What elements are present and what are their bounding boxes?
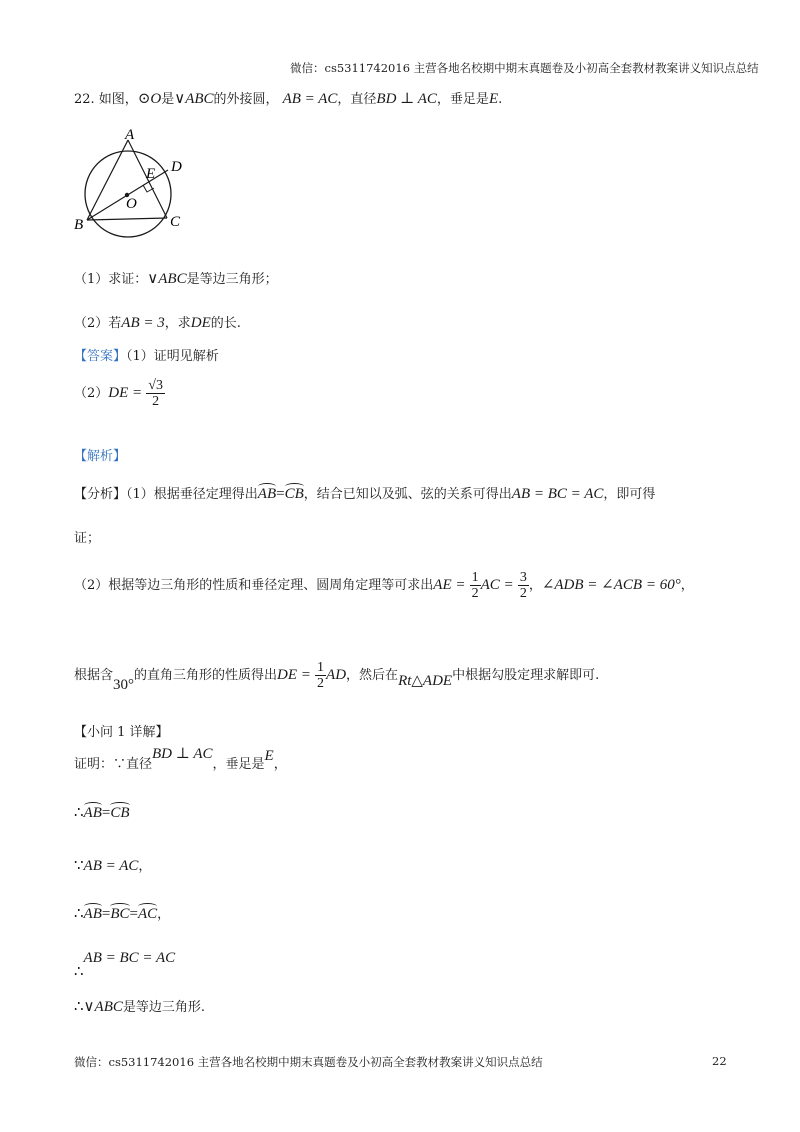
answer-1: （1）证明见解析 bbox=[126, 349, 219, 364]
answer-line-1 bbox=[74, 345, 219, 364]
answer-line-2 bbox=[74, 378, 165, 409]
arc-ab: AB bbox=[257, 486, 277, 502]
detail-line-4 bbox=[74, 903, 170, 923]
arc-cb: CB bbox=[110, 805, 130, 821]
answer-tag: 【答案】 bbox=[74, 349, 127, 364]
label-o: O bbox=[126, 196, 137, 212]
label-e: E bbox=[146, 166, 156, 182]
analysis-text: ，然后在 bbox=[346, 668, 399, 683]
label-b: B bbox=[74, 217, 84, 233]
point-e: E bbox=[488, 91, 499, 107]
fraction-denominator: 2 bbox=[519, 586, 527, 601]
label-c: C bbox=[170, 214, 181, 230]
math-30-degrees: 30° bbox=[113, 677, 135, 693]
detail-text: 是等边三角形. bbox=[122, 1000, 205, 1015]
fraction-denominator: 2 bbox=[471, 586, 479, 601]
detail-tag: 【小问 1 详解】 bbox=[74, 725, 169, 740]
arc-cb: CB bbox=[284, 486, 304, 502]
therefore-symbol: ∴ bbox=[74, 805, 84, 821]
arc-ab: AB bbox=[83, 805, 102, 821]
question-number: 22. 如图， bbox=[74, 92, 138, 107]
part-1-prefix: （1）求证： bbox=[74, 272, 148, 287]
label-a: A bbox=[125, 128, 135, 143]
arc-ac: AC bbox=[137, 906, 158, 922]
question-text: ，直径 bbox=[337, 92, 377, 107]
math-ab-bc-ac: AB = BC = AC bbox=[511, 486, 604, 502]
math-bd-perp-ac: BD ⊥ AC bbox=[152, 746, 213, 762]
fraction-half bbox=[315, 660, 326, 691]
math-de-eq: DE = bbox=[277, 667, 311, 683]
arc-ab: AB bbox=[83, 906, 102, 922]
math-ab-eq-ac: AB = AC bbox=[282, 91, 338, 107]
question-text: 是 bbox=[161, 92, 175, 107]
page-number: 22 bbox=[712, 1054, 727, 1068]
triangle-abc: ∨ABC bbox=[147, 271, 187, 287]
side-bc bbox=[87, 218, 167, 220]
analysis-text: 的直角三角形的性质得出 bbox=[134, 668, 278, 683]
math-ab-bc-ac: AB = BC = AC bbox=[83, 950, 176, 966]
fraction-half bbox=[470, 570, 481, 601]
math-angles: ∠ADB = ∠ACB = 60° bbox=[541, 577, 681, 593]
math-ae-eq: AE = bbox=[433, 577, 466, 593]
analysis-text: （1）根据垂径定理得出 bbox=[126, 487, 258, 502]
analysis-text: 中根据勾股定理求解即可. bbox=[452, 668, 600, 683]
analysis-text: 根据含 bbox=[74, 668, 114, 683]
part-2-suffix: 的长. bbox=[210, 316, 241, 331]
detail-line-2 bbox=[74, 803, 130, 822]
point-e: E bbox=[264, 748, 274, 764]
math-ac-eq: AC = bbox=[480, 577, 514, 593]
math-de: DE bbox=[190, 315, 211, 331]
question-text: ，垂足是 bbox=[436, 92, 489, 107]
detail-text: ， bbox=[157, 907, 171, 922]
triangle-abc: ∨ABC bbox=[83, 999, 123, 1015]
right-angle-mark bbox=[143, 185, 154, 192]
answer-2-prefix: （2） bbox=[74, 386, 109, 401]
page-footer: 微信：cs5311742016 主营各地名校期中期末真题卷及小初高全套教材教案讲义知识点总结 bbox=[74, 1055, 543, 1069]
question-text: . bbox=[498, 92, 503, 107]
math-bd-perp-ac: BD ⊥ AC bbox=[376, 91, 437, 107]
analysis-text: ， bbox=[528, 578, 542, 593]
detail-text: ，垂足是 bbox=[212, 757, 265, 772]
question-text: 的外接圆， bbox=[213, 92, 279, 107]
analysis-text: （2）根据等边三角形的性质和垂径定理、圆周角定理等可求出 bbox=[74, 578, 434, 593]
therefore-symbol: ∴ bbox=[74, 906, 84, 922]
fraction-three-halves bbox=[518, 570, 529, 601]
arc-bc: BC bbox=[110, 906, 130, 922]
triangle-abc: ∨ABC bbox=[174, 91, 214, 107]
fraction-sqrt3-over-2 bbox=[146, 378, 165, 409]
fraction-numerator: 3 bbox=[519, 570, 527, 585]
question-line bbox=[74, 88, 502, 108]
equals-sign: = bbox=[101, 906, 111, 922]
fraction-denominator: 2 bbox=[317, 676, 325, 691]
detail-text: ， bbox=[138, 859, 152, 874]
equals-sign: = bbox=[276, 486, 285, 502]
math-rt-triangle: Rt△ADE bbox=[398, 673, 453, 689]
analysis-text: ，结合已知以及弧、弦的关系可得出 bbox=[303, 487, 512, 502]
detail-line-1 bbox=[74, 746, 287, 773]
fraction-denominator: 2 bbox=[152, 394, 160, 409]
part-1-suffix: 是等边三角形； bbox=[186, 272, 278, 287]
analysis-text: ，即可得 bbox=[603, 487, 656, 502]
detail-line-3 bbox=[74, 855, 151, 875]
circle-figure bbox=[70, 128, 200, 238]
math-ab-eq-ac: AB = AC bbox=[83, 858, 139, 874]
math-ab-3: AB = 3 bbox=[121, 315, 165, 331]
detail-line-5 bbox=[74, 948, 176, 980]
analysis-fenxi: 【分析】 bbox=[74, 487, 127, 502]
analysis-line-1b: 证； bbox=[74, 531, 101, 546]
therefore-symbol: ∴ bbox=[74, 964, 84, 980]
analysis-text: ， bbox=[680, 578, 694, 593]
equals-sign: = bbox=[101, 805, 111, 821]
because-symbol: ∵ bbox=[74, 858, 84, 874]
fraction-numerator: √3 bbox=[148, 378, 163, 393]
part-1 bbox=[74, 268, 278, 288]
analysis-line-2 bbox=[74, 570, 694, 601]
equals-sign: = bbox=[129, 906, 138, 922]
analysis-tag: 【解析】 bbox=[74, 449, 127, 464]
fraction-numerator: 1 bbox=[471, 570, 479, 585]
page-header: 微信：cs5311742016 主营各地名校期中期末真题卷及小初高全套教材教案讲义知识点总结 bbox=[290, 61, 759, 75]
circle-o: ⊙O bbox=[137, 91, 162, 107]
part-2-mid: ，求 bbox=[164, 316, 191, 331]
fraction-numerator: 1 bbox=[317, 660, 325, 675]
analysis-line-3 bbox=[74, 660, 599, 691]
part-2 bbox=[74, 312, 241, 332]
label-d: D bbox=[171, 159, 182, 175]
therefore-symbol: ∴ bbox=[74, 999, 84, 1015]
math-de-eq: DE = bbox=[108, 385, 143, 401]
detail-line-6 bbox=[74, 996, 205, 1016]
part-2-prefix: （2）若 bbox=[74, 316, 122, 331]
math-ad: AD bbox=[326, 667, 347, 683]
detail-text: ， bbox=[273, 757, 287, 772]
analysis-line-1 bbox=[74, 483, 655, 503]
detail-text: 证明：∵直径 bbox=[74, 757, 153, 772]
